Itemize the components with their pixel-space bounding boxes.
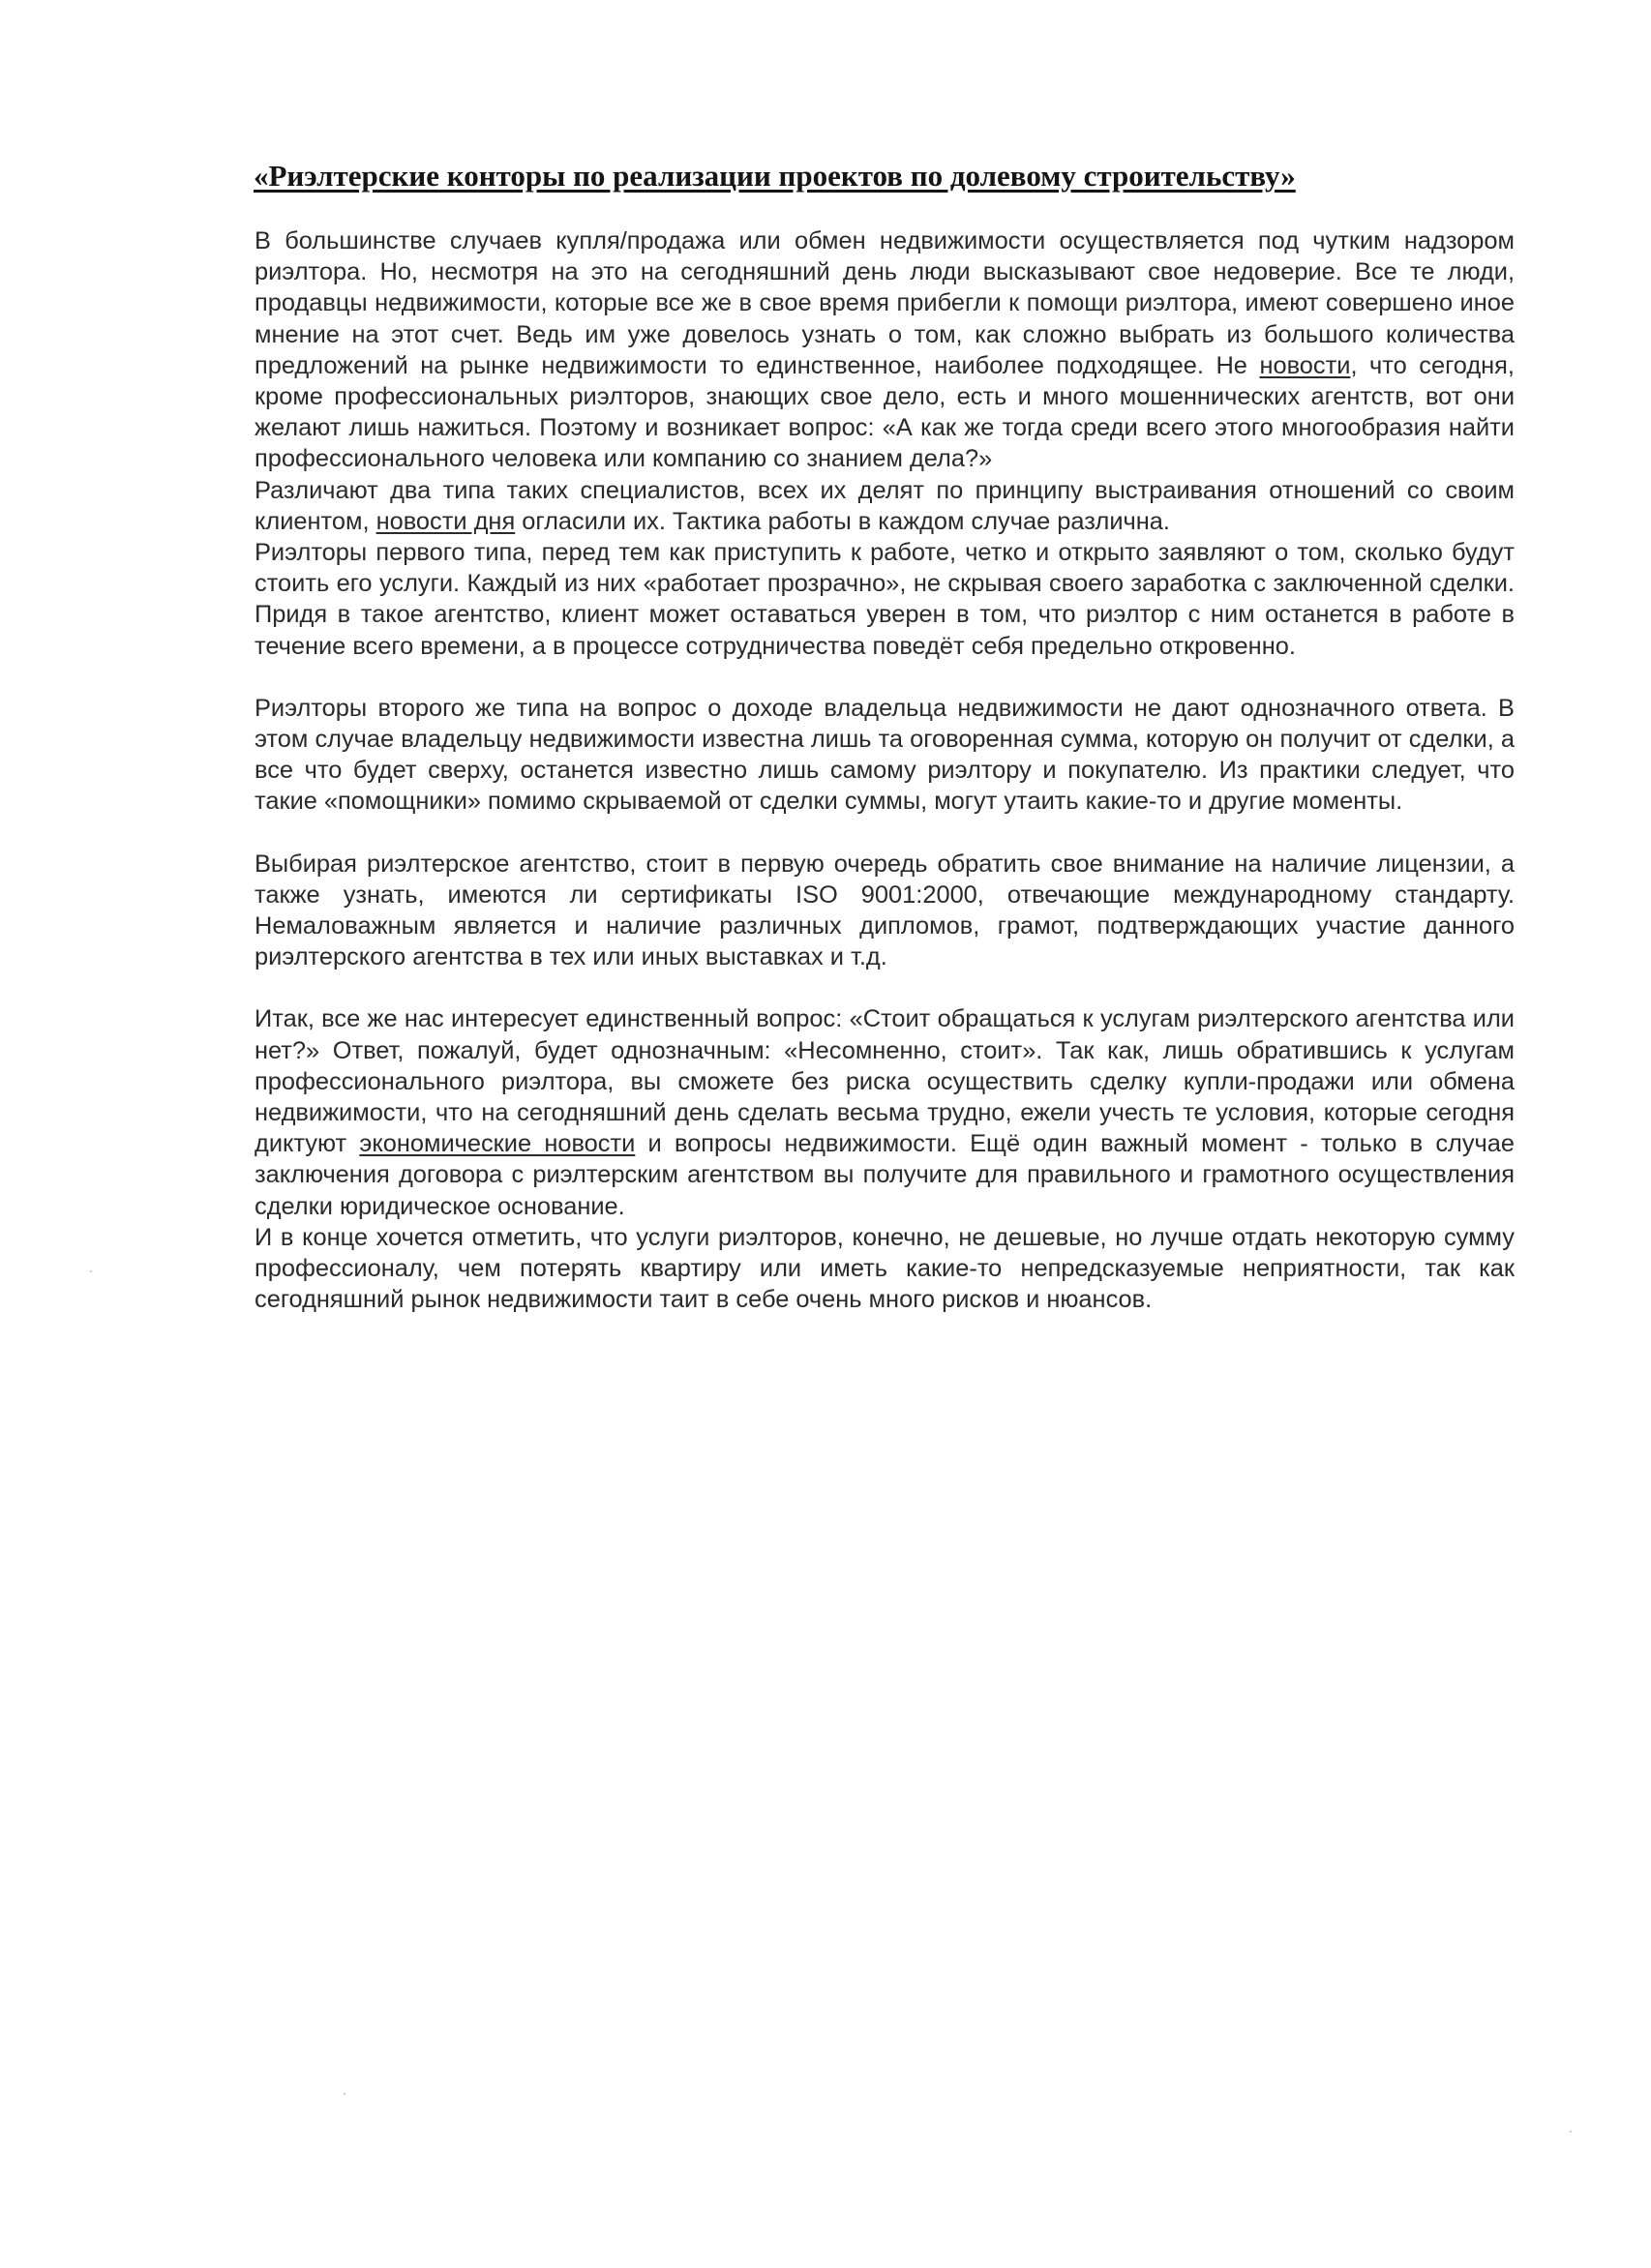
scan-speck (90, 1270, 92, 1272)
paragraph-types (255, 475, 1515, 537)
scan-speck (344, 2093, 345, 2095)
news-of-day-link[interactable]: новости дня (375, 507, 516, 535)
paragraph-text: огласили их. Тактика работы в каждом случае различна. (515, 507, 1170, 535)
document-body (255, 225, 1515, 1316)
paragraph-conclusion (255, 1003, 1515, 1221)
paragraph-text: Различают два типа таких специалистов, всех их делят по принципу выстраивания отношений со своим клиентом, (255, 476, 1515, 535)
scan-speck (1570, 2131, 1572, 2133)
paragraph-first-type: Риэлторы первого типа, перед тем как приступить к работе, четко и открыто заявляют о том, сколько будут стоить его услуги. Каждый из них «работает прозрачно», не скрывая своего заработка с заключенной сделки. Придя в такое агентство, клиент может оставаться уверен в том, что риэлтор с ним останется в работе в течение всего времени, а в процессе сотрудничества поведёт себя предельно откровенно. (255, 539, 1515, 660)
news-link[interactable]: новости (1259, 351, 1351, 379)
paragraph-text: Итак, все же нас интересует единственный вопрос: «Стоит обращаться к услугам риэлтерского агентства или нет?» Ответ, пожалуй, будет однозначным: «Несомненно, стоит». Так как, лишь обратившись к услугам профессионального риэлтора, вы сможете без риска осуществить сделку купли-продажи или обмена недвижимости, что на сегодняшний день сделать весьма трудно, ежели учесть те условия, которые сегодня диктуют (255, 1005, 1515, 1158)
paragraph-text: , что сегодня, кроме профессиональных риэлторов, знающих свое дело, есть и много мошеннических агентств, вот они желают лишь нажиться. Поэтому и возникает вопрос: «А как же тогда среди всего этого многообразия найти профессионального человека или компанию со знанием дела?» (255, 351, 1515, 473)
document-title: «Риэлтерские конторы по реализации проектов по долевому строительству» (254, 159, 1296, 193)
economic-news-link[interactable]: экономические новости (359, 1130, 636, 1158)
paragraph-intro (255, 225, 1515, 475)
paragraph-second-type: Риэлторы второго же типа на вопрос о доходе владельца недвижимости не дают однозначного ответа. В этом случае владельцу недвижимости известна лишь та оговоренная сумма, которую он получит от сделки, а все что будет сверху, останется известно лишь самому риэлтору и покупателю. Из практики следует, что такие «помощники» помимо скрываемой от сделки суммы, могут утаить какие-то и другие моменты. (255, 694, 1515, 816)
paragraph-text: В большинстве случаев купля/продажа или обмен недвижимости осуществляется под чутким надзором риэлтора. Но, несмотря на это на сегодняшний день люди высказывают свое недоверие. Все те люди, продавцы недвижимости, которые все же в свое время прибегли к помощи риэлтора, имеют совершено иное мнение на этот счет. Ведь им уже довелось узнать о том, как сложно выбрать из большого количества предложений на рынке недвижимости то единственное, наиболее подходящее. Не (255, 227, 1515, 379)
paragraph-choosing-agency: Выбирая риэлтерское агентство, стоит в первую очередь обратить свое внимание на наличие лицензии, а также узнать, имеются ли сертификаты ISO 9001:2000, отвечающие международному стандарту. Немаловажным является и наличие различных дипломов, грамот, подтверждающих участие данного риэлтерского агентства в тех или иных выставках и т.д. (255, 850, 1515, 971)
paragraph-text: и вопросы недвижимости. Ещё один важный момент - только в случае заключения договора с риэлтерским агентством вы получите для правильного и грамотного осуществления сделки юридическое основание. (255, 1130, 1516, 1220)
paragraph-final: И в конце хочется отметить, что услуги риэлторов, конечно, не дешевые, но лучше отдать некоторую сумму профессионалу, чем потерять квартиру или иметь какие-то непредсказуемые неприятности, так как сегодняшний рынок недвижимости таит в себе очень много рисков и нюансов. (255, 1223, 1515, 1314)
